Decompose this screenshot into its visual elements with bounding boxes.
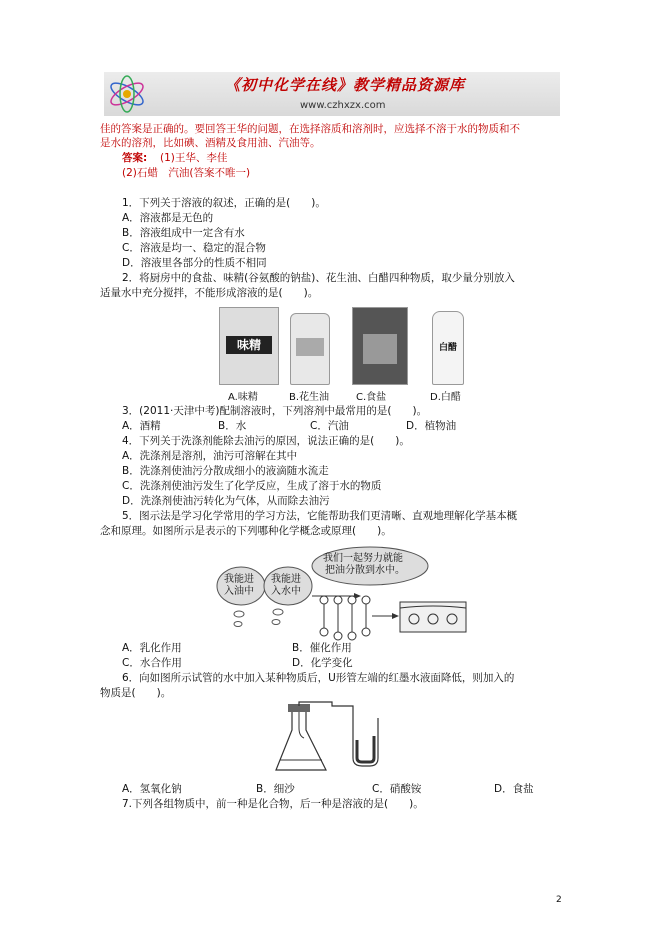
q5-option-d: D．化学变化 [292, 657, 353, 669]
salt-bag-image [352, 307, 408, 385]
msg-bag-label: 味精 [226, 336, 272, 354]
q3-option-a: A．酒精 [122, 420, 161, 432]
bubble-1-line-1: 我能进 [224, 574, 254, 585]
u-tube-apparatus-figure [272, 698, 402, 778]
q2-stem-1: 2．将厨房中的食盐、味精(谷氨酸的钠盐)、花生油、白醋四种物质，取少量分别放入 [122, 272, 515, 284]
page-number: 2 [556, 895, 562, 905]
header-url: www.czhxzx.com [300, 100, 386, 111]
intro-line-2: 是水的溶剂，比如碘、酒精及食用油、汽油等。 [100, 137, 321, 149]
q5-stem-1: 5．图示法是学习化学常用的学习方法，它能帮助我们更清晰、直观地理解化学基本概 [122, 510, 518, 522]
q3-stem: 3．(2011·天津中考)配制溶液时，下列溶剂中最常用的是( )。 [122, 405, 428, 417]
q5-stem-2: 念和原理。如图所示是表示的下列哪种化学概念或原理( )。 [100, 525, 392, 537]
caption-d: D.白醋 [430, 392, 461, 403]
q6-option-b: B．细沙 [256, 783, 295, 795]
header-title: 《初中化学在线》教学精品资源库 [225, 76, 466, 94]
q4-option-d: D．洗涤剂使油污转化为气体，从而除去油污 [122, 495, 330, 507]
q1-stem: 1．下列关于溶液的叙述，正确的是( )。 [122, 197, 326, 209]
caption-b: B.花生油 [289, 392, 330, 403]
bubble-2-line-2: 入水中 [271, 586, 301, 597]
q4-option-b: B．洗涤剂使油污分散成细小的液滴随水流走 [122, 465, 329, 477]
bubble-3-line-1: 我们一起努力就能 [323, 553, 403, 564]
q6-option-d: D．食盐 [494, 783, 534, 795]
vinegar-bottle-image [432, 311, 464, 385]
q4-option-a: A．洗涤剂是溶剂，油污可溶解在其中 [122, 450, 298, 462]
q4-stem: 4．下列关于洗涤剂能除去油污的原因，说法正确的是( )。 [122, 435, 410, 447]
answer-label: 答案: [122, 152, 148, 164]
q5-option-b: B．催化作用 [292, 642, 352, 654]
bubble-1-line-2: 入油中 [224, 586, 254, 597]
q1-option-a: A．溶液都是无色的 [122, 212, 214, 224]
q1-option-c: C．溶液是均一、稳定的混合物 [122, 242, 266, 254]
caption-a: A.味精 [228, 392, 258, 403]
caption-c: C.食盐 [356, 392, 387, 403]
atom-logo-icon [106, 74, 148, 114]
q5-option-c: C．水合作用 [122, 657, 182, 669]
bubble-3-line-2: 把油分散到水中。 [325, 565, 405, 576]
q3-option-d: D．植物油 [406, 420, 457, 432]
q7-stem: 7.下列各组物质中，前一种是化合物，后一种是溶液的是( )。 [122, 798, 424, 810]
q6-option-c: C．硝酸铵 [372, 783, 422, 795]
q6-stem-2: 物质是( )。 [100, 687, 172, 699]
msg-bag-image [219, 307, 279, 385]
q6-stem-1: 6．向如图所示试管的水中加入某种物质后，U形管左端的红墨水液面降低，则加入的 [122, 672, 515, 684]
q3-option-b: B．水 [218, 420, 247, 432]
intro-line-1: 佳的答案是正确的。要回答王华的问题，在选择溶质和溶剂时，应选择不溶于水的物质和不 [100, 123, 520, 135]
oil-bottle-image [290, 313, 330, 385]
vinegar-label: 白醋 [438, 343, 457, 353]
q1-option-d: D．溶液里各部分的性质不相同 [122, 257, 267, 269]
q4-option-c: C．洗涤剂使油污发生了化学反应，生成了溶于水的物质 [122, 480, 382, 492]
answer-2: (2)石蜡 汽油(答案不唯一) [122, 167, 251, 179]
q3-option-c: C．汽油 [310, 420, 349, 432]
q5-option-a: A．乳化作用 [122, 642, 182, 654]
answer-1: (1)王华、李佳 [160, 152, 228, 164]
q1-option-b: B．溶液组成中一定含有水 [122, 227, 245, 239]
q2-stem-2: 适量水中充分搅拌，不能形成溶液的是( )。 [100, 287, 319, 299]
bubble-2-line-1: 我能进 [271, 574, 301, 585]
q6-option-a: A．氢氧化钠 [122, 783, 182, 795]
